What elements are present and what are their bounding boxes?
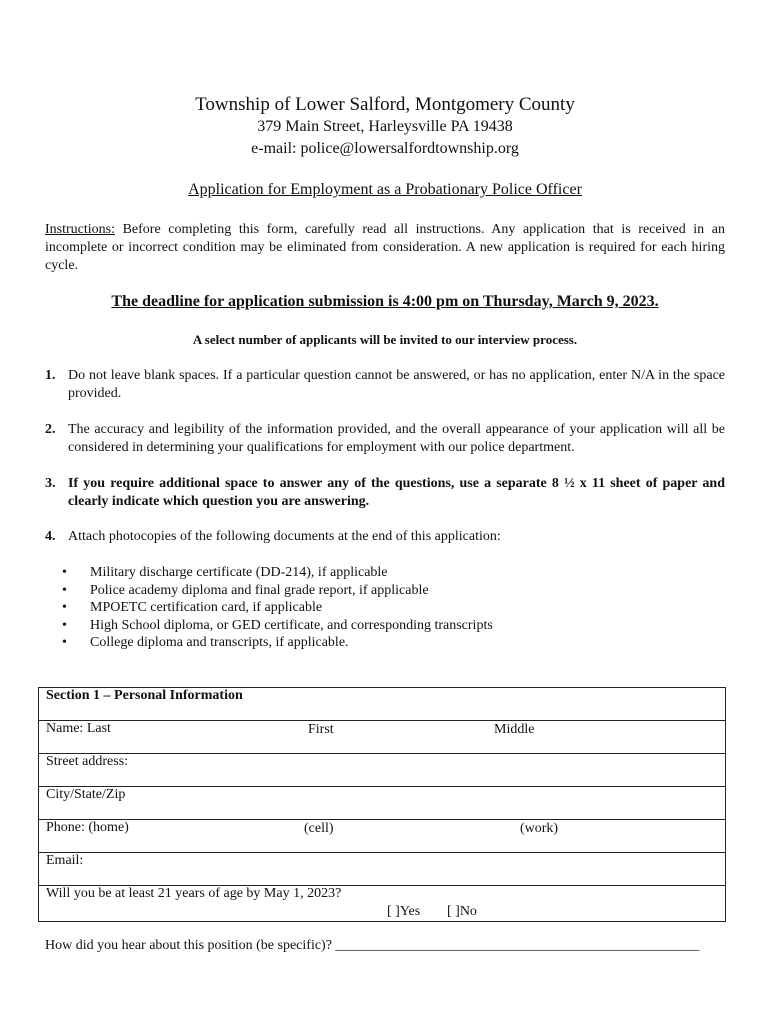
instructions-text: Before completing this form, carefully read all instructions. Any application that is received in an incomplete or incorrect condition may be eliminated from consideration. A new application is required for each hiring cycle.	[45, 222, 725, 273]
email-field[interactable]	[39, 853, 726, 886]
instruction-item-3	[45, 475, 725, 511]
bullet-icon: •	[62, 617, 67, 633]
interview-note: A select number of applicants will be invited to our interview process.	[192, 332, 578, 347]
application-title: Application for Employment as a Probationary Police Officer	[188, 181, 582, 198]
township-address: 379 Main Street, Harleysville PA 19438	[257, 118, 513, 135]
referral-question[interactable]: How did you hear about this position (be specific)? ____________________________________________________	[45, 938, 700, 953]
name-last-label: Name: Last	[46, 721, 111, 736]
name-middle-label: Middle	[494, 722, 535, 737]
document-list	[62, 564, 493, 652]
list-item: • Police academy diploma and final grade report, if applicable	[62, 582, 429, 598]
item-number: 4.	[45, 529, 56, 544]
item-text: Attach photocopies of the following documents at the end of this application:	[68, 529, 501, 544]
list-item: • High School diploma, or GED certificate, and corresponding transcripts	[62, 617, 493, 633]
item-number: 2.	[45, 422, 56, 437]
personal-information-table	[38, 687, 726, 922]
instruction-item-1	[45, 367, 725, 403]
age-question-row	[39, 886, 726, 922]
age-question-label: Will you be at least 21 years of age by May 1, 2023?	[46, 886, 342, 901]
phone-home-label: Phone: (home)	[46, 820, 129, 835]
item-text: If you require additional space to answer any of the questions, use a separate 8 ½ x 11 sheet of paper and clearly indicate which question you are answering.	[68, 476, 725, 509]
bullet-icon: •	[62, 635, 67, 650]
age-yes-checkbox[interactable]: [ ]Yes	[387, 904, 421, 919]
instructions	[45, 221, 725, 275]
township-title: Township of Lower Salford, Montgomery County	[195, 94, 575, 115]
item-number: 3.	[45, 476, 56, 491]
instruction-item-4	[45, 528, 725, 546]
email-label: Email:	[46, 853, 84, 868]
list-item: • Military discharge certificate (DD-214), if applicable	[62, 565, 388, 580]
list-item: • MPOETC certification card, if applicable	[62, 600, 323, 615]
bullet-icon: •	[62, 582, 67, 598]
name-first-label: First	[308, 722, 334, 737]
instruction-item-2	[45, 421, 725, 457]
section-title: Section 1 – Personal Information	[39, 688, 726, 721]
city-state-zip-field[interactable]	[39, 787, 726, 820]
age-no-checkbox[interactable]: [ ]No	[447, 904, 477, 919]
city-state-zip-label: City/State/Zip	[46, 787, 126, 802]
list-item: • College diploma and transcripts, if applicable.	[62, 635, 349, 650]
bullet-icon: •	[62, 565, 67, 580]
instructions-label: Instructions:	[45, 222, 115, 237]
item-number: 1.	[45, 368, 56, 383]
item-text: The accuracy and legibility of the information provided, and the overall appearance of your application will all be considered in determining your qualifications for employment with our police department.	[68, 422, 725, 455]
phone-cell-label: (cell)	[304, 821, 334, 836]
item-text: Do not leave blank spaces. If a particular question cannot be answered, or has no application, enter N/A in the space provided.	[68, 368, 725, 401]
township-email: e-mail: police@lowersalfordtownship.org	[251, 140, 519, 157]
bullet-icon: •	[62, 600, 67, 615]
street-address-field[interactable]	[39, 754, 726, 787]
deadline-notice: The deadline for application submission is 4:00 pm on Thursday, March 9, 2023.	[111, 293, 659, 310]
street-address-label: Street address:	[46, 754, 129, 769]
name-row[interactable]	[39, 721, 726, 754]
phone-row[interactable]	[39, 820, 726, 853]
phone-work-label: (work)	[520, 821, 559, 836]
